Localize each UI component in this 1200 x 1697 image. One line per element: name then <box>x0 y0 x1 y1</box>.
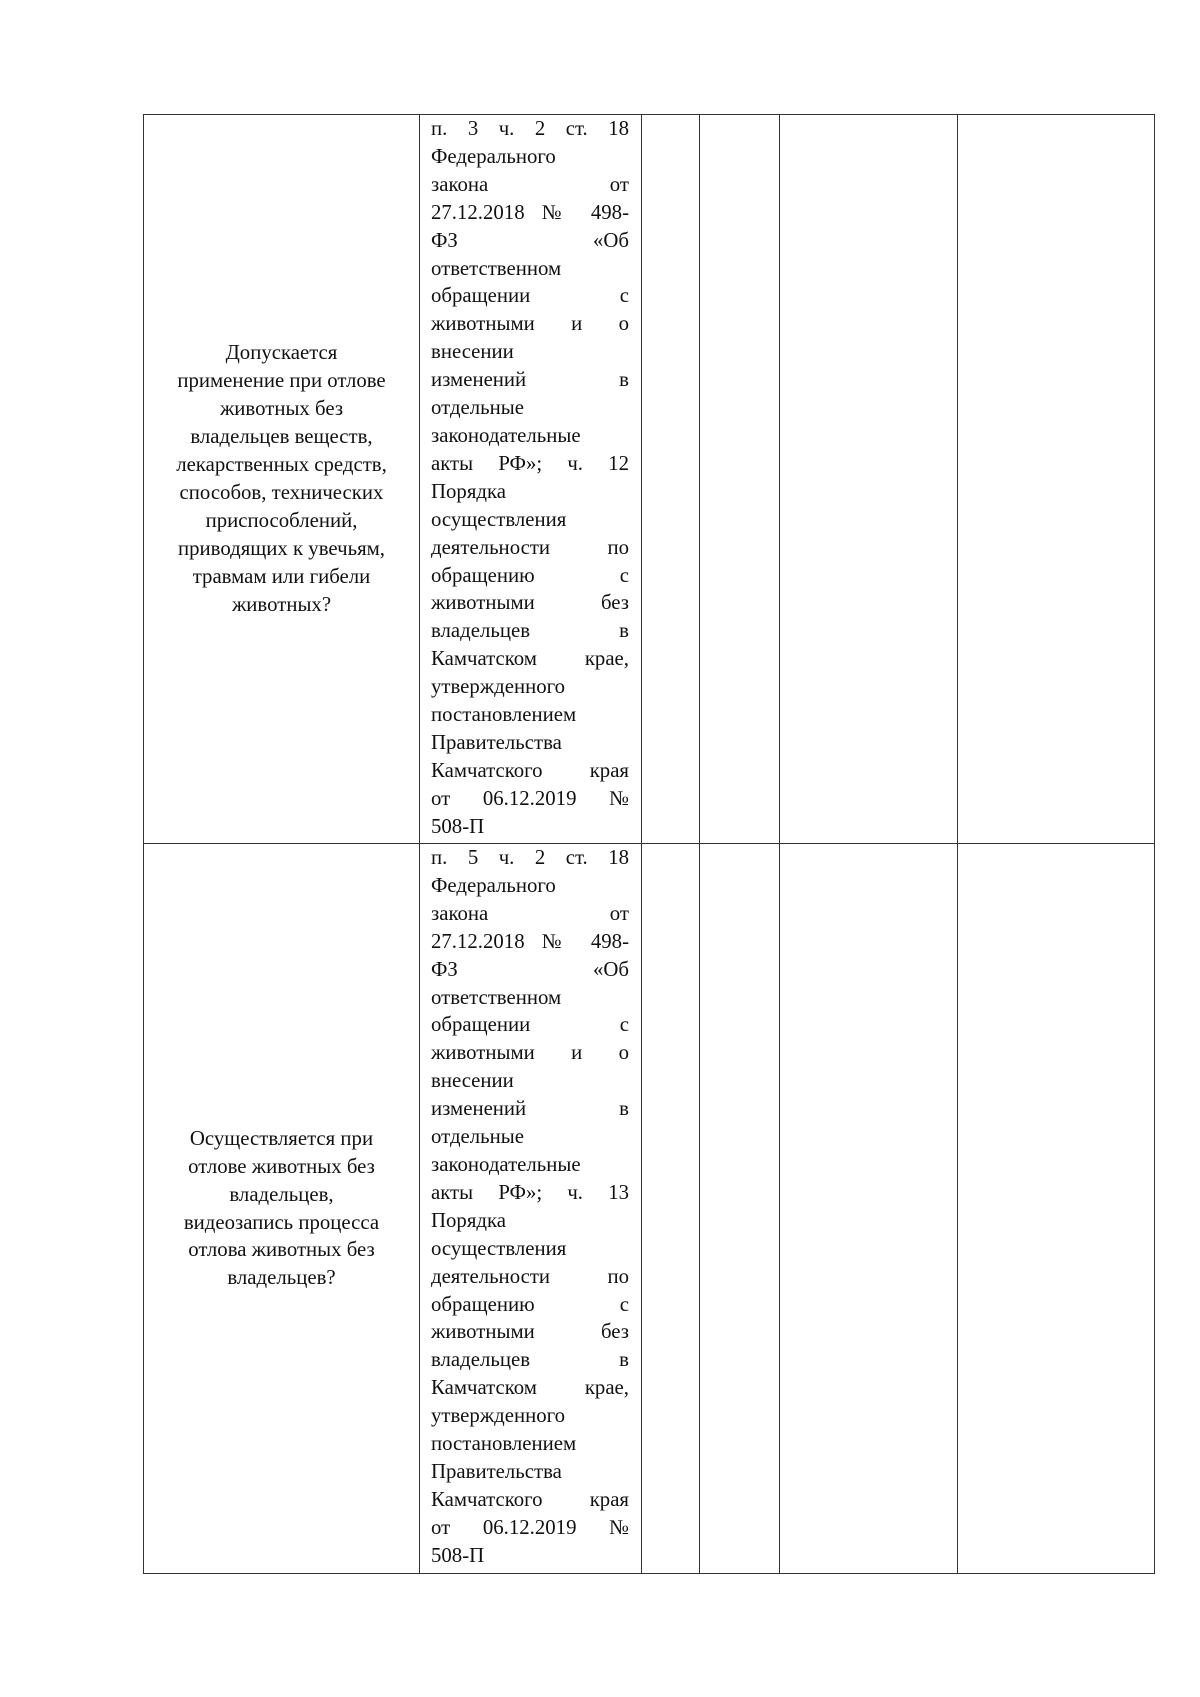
legal-basis-line: 27.12.2018 № 498- <box>431 200 629 224</box>
legal-basis-line: ответственном <box>431 985 562 1009</box>
legal-basis-line: внесении <box>431 340 514 364</box>
question-line: приводящих к увечьям, <box>177 536 385 560</box>
legal-basis-line: законодательные <box>431 423 581 447</box>
legal-basis-line: Камчатском крае, <box>431 1376 629 1400</box>
question-line: отлове животных без <box>188 1154 375 1178</box>
legal-basis-line: закона от <box>431 172 629 196</box>
question-line: животных без <box>219 397 344 421</box>
legal-basis-line: постановлением <box>431 1432 577 1456</box>
legal-basis-line: постановлением <box>431 703 577 727</box>
question-text <box>154 339 409 618</box>
legal-basis-line: Камчатского края <box>431 758 629 782</box>
question-line: способов, технических <box>179 481 384 504</box>
legal-basis-line: ФЗ «Об <box>431 957 629 981</box>
legal-basis-line: животными и о <box>431 312 629 336</box>
legal-basis-line: ФЗ «Об <box>431 228 629 252</box>
legal-basis-line: обращению с <box>431 1292 629 1316</box>
legal-basis-line: п. 3 ч. 2 ст. 18 <box>431 117 629 140</box>
legal-basis-line: акты РФ»; ч. 13 <box>431 1180 629 1204</box>
answer-yes-cell[interactable] <box>642 115 700 844</box>
legal-basis-line: внесении <box>431 1069 514 1093</box>
answer-no-cell[interactable] <box>700 844 780 1574</box>
legal-basis-line: отдельные <box>431 396 524 420</box>
legal-basis-line: п. 5 ч. 2 ст. 18 <box>431 846 629 869</box>
legal-basis-line: деятельности по <box>431 1264 629 1288</box>
question-line: владельцев, <box>229 1182 334 1206</box>
checklist-table <box>143 114 1155 1574</box>
legal-basis-line: закона от <box>431 901 629 925</box>
legal-basis-text <box>431 115 629 841</box>
legal-basis-line: обращении с <box>431 284 629 308</box>
table-row <box>144 844 1155 1574</box>
legal-basis-line: Федерального <box>431 873 556 897</box>
legal-basis-line: 508-П <box>431 814 485 838</box>
not-applicable-cell[interactable] <box>780 115 958 844</box>
not-applicable-cell[interactable] <box>780 844 958 1574</box>
answer-no-cell[interactable] <box>700 115 780 844</box>
question-line: животных? <box>231 592 332 616</box>
question-line: видеозапись процесса <box>183 1210 380 1234</box>
question-line: отлова животных без <box>188 1238 375 1262</box>
answer-yes-cell[interactable] <box>642 844 700 1574</box>
legal-basis-line: осуществления <box>431 1236 567 1260</box>
legal-basis-line: осуществления <box>431 507 567 531</box>
legal-basis-line: от 06.12.2019 № <box>431 786 629 810</box>
legal-basis-line: животными и о <box>431 1041 629 1065</box>
legal-basis-line: животными без <box>431 591 629 615</box>
legal-basis-line: обращении с <box>431 1013 629 1037</box>
legal-basis-line: изменений в <box>431 368 629 392</box>
legal-basis-line: обращению с <box>431 563 629 587</box>
notes-cell[interactable] <box>958 115 1155 844</box>
question-line: применение при отлове <box>177 369 386 393</box>
legal-basis-line: Федерального <box>431 144 556 168</box>
legal-basis-line: животными без <box>431 1320 629 1344</box>
legal-basis-line: отдельные <box>431 1125 524 1149</box>
question-line: владельцев веществ, <box>190 425 373 449</box>
question-line: лекарственных средств, <box>176 453 387 477</box>
question-cell <box>144 115 420 844</box>
question-line: Допускается <box>225 341 338 365</box>
legal-basis-line: акты РФ»; ч. 12 <box>431 451 629 475</box>
legal-basis-line: владельцев в <box>431 1348 629 1372</box>
notes-cell[interactable] <box>958 844 1155 1574</box>
legal-basis-line: законодательные <box>431 1152 581 1176</box>
legal-basis-cell <box>420 844 642 1574</box>
question-line: травмам или гибели <box>192 564 371 588</box>
legal-basis-line: изменений в <box>431 1097 629 1121</box>
question-line: приспособлений, <box>205 508 358 532</box>
legal-basis-line: владельцев в <box>431 619 629 643</box>
legal-basis-line: утвержденного <box>431 1404 566 1428</box>
legal-basis-line: Порядка <box>431 479 506 503</box>
legal-basis-line: ответственном <box>431 256 562 280</box>
question-line: владельцев? <box>227 1266 336 1290</box>
table-row <box>144 115 1155 844</box>
question-cell <box>144 844 420 1574</box>
legal-basis-text <box>431 844 629 1570</box>
legal-basis-line: Камчатского края <box>431 1487 629 1511</box>
legal-basis-line: 508-П <box>431 1543 485 1567</box>
question-text <box>154 1125 409 1292</box>
legal-basis-line: от 06.12.2019 № <box>431 1515 629 1539</box>
legal-basis-line: утвержденного <box>431 675 566 699</box>
legal-basis-line: Порядка <box>431 1208 506 1232</box>
legal-basis-line: деятельности по <box>431 535 629 559</box>
question-line: Осуществляется при <box>189 1126 374 1150</box>
legal-basis-line: Правительства <box>431 1459 562 1483</box>
legal-basis-cell <box>420 115 642 844</box>
legal-basis-line: Камчатском крае, <box>431 647 629 671</box>
legal-basis-line: 27.12.2018 № 498- <box>431 929 629 953</box>
legal-basis-line: Правительства <box>431 730 562 754</box>
